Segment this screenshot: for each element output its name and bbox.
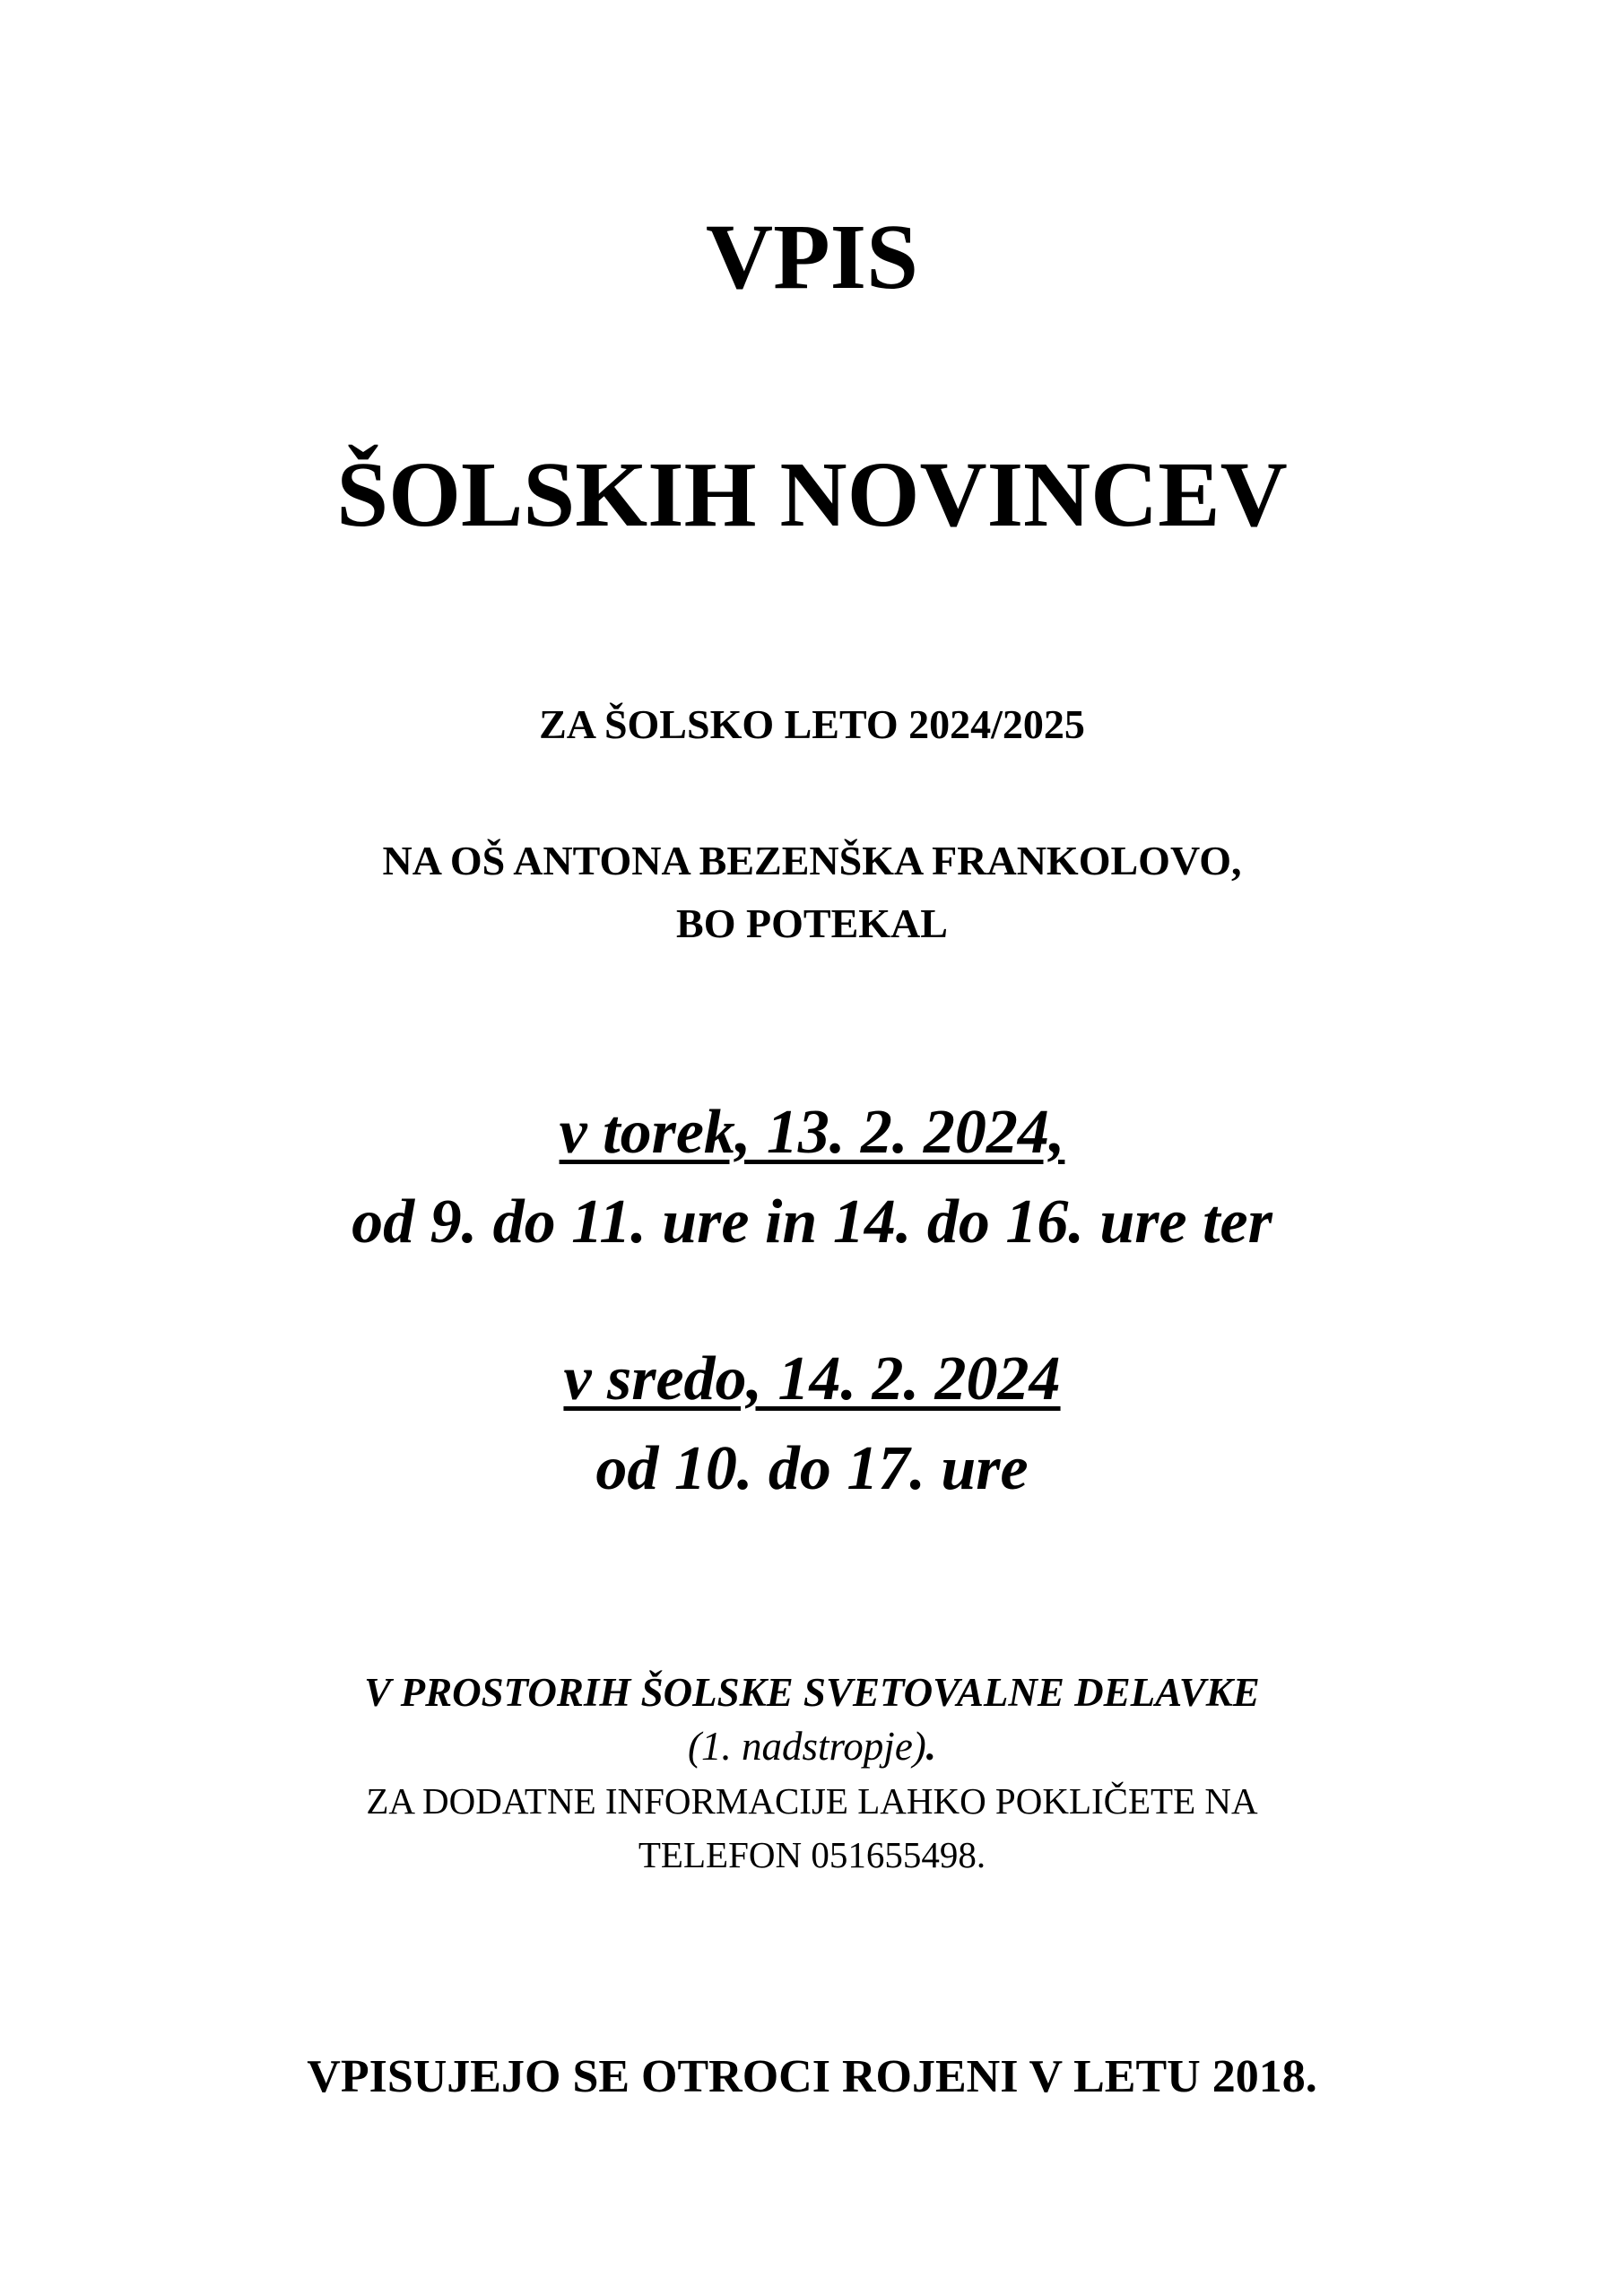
title-solskih-novincev: ŠOLSKIH NOVINCEV [336,443,1288,546]
location-text: V PROSTORIH ŠOLSKE SVETOVALNE DELAVKE [364,1670,1260,1715]
school-name-line: NA OŠ ANTONA BEZENŠKA FRANKOLOVO, [382,838,1242,883]
first-enrollment-date [0,1098,1624,1167]
contact-info-line-1: ZA DODATNE INFORMACIJE LAHKO POKLIČETE NA [366,1780,1258,1822]
eligibility-footer: VPISUJEJO SE OTROCI ROJENI V LETU 2018. [307,2051,1317,2102]
floor-note [0,1726,1624,1767]
school-name-line-2: BO POTEKAL [676,900,948,946]
second-enrollment-date [0,1344,1624,1413]
second-enrollment-date-text: v sredo, 14. 2. 2024 [563,1344,1061,1413]
second-enrollment-hours: od 10. do 17. ure [595,1434,1029,1503]
floor-note-punctuation: . [925,1724,937,1769]
first-enrollment-date-text: v torek, 13. 2. 2024, [559,1098,1065,1167]
first-enrollment-hours: od 9. do 11. ure in 14. do 16. ure ter [352,1187,1272,1257]
floor-note-text: (1. nadstropje) [687,1724,926,1769]
title-vpis: VPIS [706,205,918,309]
school-year-heading: ZA ŠOLSKO LETO 2024/2025 [539,701,1085,747]
contact-info-line-2: TELEFON 051655498. [638,1834,986,1875]
